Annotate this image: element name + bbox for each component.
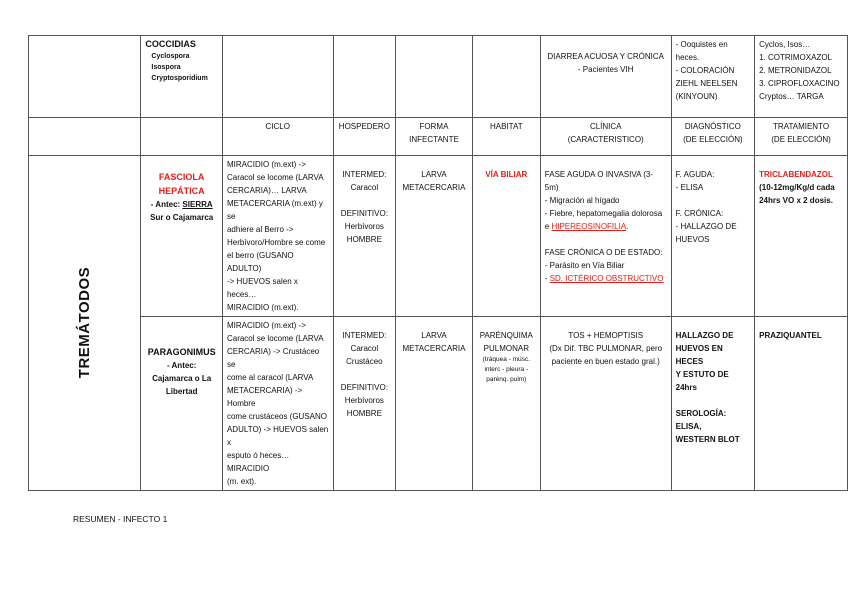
clinica-suffix: . [626, 222, 629, 231]
ciclo-line: come al caracol (LARVA [226, 373, 314, 382]
fasciola-row [29, 156, 848, 317]
hospedero-label: DEFINITIVO: [340, 383, 388, 392]
hospedero-value: Crustáceo [346, 357, 383, 366]
hospedero-value: Herbívoros [344, 222, 384, 231]
antec-line: Libertad [165, 387, 198, 396]
ciclo-line: el berro (GUSANO ADULTO) [226, 251, 294, 273]
diagnostico-line: - COLORACIÓN [675, 66, 735, 75]
habitat-detail: parénq. pulm) [486, 376, 527, 383]
clinica-title: FASE CRÓNICA O DE ESTADO: [544, 248, 663, 257]
ciclo-line: CERCARIA) -> Crustáceo se [226, 347, 320, 369]
blank-cell [29, 36, 141, 118]
blank-cell [141, 118, 223, 156]
hospedero-label: DEFINITIVO: [340, 209, 388, 218]
ciclo-line: Caracol se locome (LARVA [226, 173, 324, 182]
clinica-line: (Dx Dif. TBC PULMONAR, pero [549, 344, 663, 353]
blank-cell [222, 36, 333, 118]
clinica-line: DIARREA ACUOSA Y CRÓNICA [547, 52, 665, 61]
tratamiento-dose: (10-12mg/Kg/d cada [759, 183, 835, 192]
clinica-line: paciente en buen estado gral.) [551, 357, 660, 366]
hospedero-value: Caracol [350, 344, 379, 353]
diagnostico-line: SEROLOGÍA: ELISA, [675, 409, 727, 431]
paragonimus-forma [396, 317, 473, 491]
blank-cell [333, 36, 396, 118]
clinica-line: - Fiebre, hepatomegalia dolorosa [544, 209, 663, 218]
ciclo-line: (m. ext). [226, 477, 257, 486]
diagnostico-line: - Ooquistes en [675, 40, 728, 49]
header-line: (DE ELECCIÓN) [771, 135, 831, 144]
hospedero-label: INTERMED: [342, 331, 387, 340]
clinica-highlight: HIPEREOSINOFILIA [551, 222, 627, 231]
diagnostico-line: WESTERN BLOT [675, 435, 740, 444]
paragonimus-hospedero [333, 317, 396, 491]
tratamiento-line: 2. METRONIDAZOL [759, 66, 832, 75]
ciclo-line: adhiere al Berro -> [226, 225, 294, 234]
coccidias-clinica [540, 36, 671, 118]
coccidias-name-cell [141, 36, 223, 118]
antec-line: - Antec: [166, 361, 197, 370]
diagnostico-line: heces. [675, 53, 700, 62]
column-header-row [29, 118, 848, 156]
clinica-prefix: e [544, 222, 552, 231]
ciclo-line: Caracol se locome (LARVA [226, 334, 324, 343]
header-habitat: HABITAT [472, 118, 540, 156]
header-line: CLÍNICA [589, 122, 622, 131]
ciclo-line: ADULTO) -> HUEVOS salen x [226, 425, 329, 447]
header-forma [396, 118, 473, 156]
fasciola-tratamiento [755, 156, 848, 317]
hospedero-value: HOMBRE [346, 235, 382, 244]
paragonimus-tratamiento: PRAZIQUANTEL [755, 317, 848, 491]
diagnostico-line: HUEVOS EN HECES [675, 344, 723, 366]
ciclo-line: METACERCARIA (m.ext) y se [226, 199, 323, 221]
clinica-highlight: SD. ICTÉRICO OBSTRUCTIVO [549, 274, 664, 283]
tratamiento-line: 3. CIPROFLOXACINO [759, 79, 840, 88]
header-line: FORMA [419, 122, 449, 131]
side-label-cell [29, 156, 141, 491]
diagnostico-line: - ELISA [675, 183, 704, 192]
clinica-line: - Migración al hígado [544, 196, 620, 205]
paragonimus-row [29, 317, 848, 491]
tratamiento-line: 1. COTRIMOXAZOL [759, 53, 833, 62]
paragonimus-diagnostico [671, 317, 754, 491]
header-diagnostico [671, 118, 754, 156]
header-line: TRATAMIENTO [773, 122, 830, 131]
tratamiento-dose: 24hrs VO x 2 dosis. [759, 196, 833, 205]
clinica-prefix: - [544, 274, 550, 283]
fasciola-antec [145, 198, 218, 211]
forma-line: LARVA [421, 331, 447, 340]
parasite-name: FASCIOLA [158, 172, 205, 182]
diagnostico-line: - HALLAZGO DE [675, 222, 737, 231]
clinica-line: - Parásito en Vía Biliar [544, 261, 625, 270]
parasite-name: HEPÁTICA [158, 186, 205, 196]
paragonimus-ciclo [222, 317, 333, 491]
footer-text: RESUMEN - INFECTO 1 [73, 514, 168, 524]
hospedero-value: HOMBRE [346, 409, 382, 418]
parasite-summary-table [28, 35, 848, 491]
coccidias-title: COCCIDIAS [145, 39, 196, 49]
clinica-title: FASE AGUDA O INVASIVA (3-5m) [544, 170, 653, 192]
blank-cell [396, 36, 473, 118]
hospedero-value: Herbívoros [344, 396, 384, 405]
fasciola-hospedero [333, 156, 396, 317]
antec-line: Cajamarca o La [152, 374, 212, 383]
forma-line: LARVA [421, 170, 447, 179]
hospedero-label: INTERMED: [342, 170, 387, 179]
coccidias-item: Cryptosporidium [151, 75, 208, 82]
tratamiento-drug: TRICLABENDAZOL [759, 170, 833, 179]
antec-prefix: - Antec: [150, 200, 183, 209]
header-line: DIAGNÓSTICO [684, 122, 741, 131]
coccidias-item: Isospora [151, 64, 181, 71]
habitat-detail: (tráquea - músc. [482, 356, 530, 363]
blank-cell [29, 118, 141, 156]
clinica-line: TOS + HEMOPTISIS [568, 331, 644, 340]
ciclo-line: MIRACIDIO (m.ext) -> [226, 160, 306, 169]
ciclo-line: MIRACIDIO (m.ext). [226, 303, 299, 312]
habitat-detail: interc - pleura - [484, 366, 529, 373]
ciclo-line: -> HUEVOS salen x heces… [226, 277, 298, 299]
diagnostico-line: ZIEHL NEELSEN [675, 79, 738, 88]
diagnostico-line: HUEVOS [675, 235, 710, 244]
habitat-line: PARÉNQUIMA [479, 331, 533, 340]
paragonimus-clinica [540, 317, 671, 491]
coccidias-row [29, 36, 848, 118]
header-line: INFECTANTE [409, 135, 459, 144]
coccidias-tratamiento [755, 36, 848, 118]
fasciola-ciclo [222, 156, 333, 317]
header-hospedero: HOSPEDERO [333, 118, 396, 156]
diagnostico-line: Y ESTUTO DE 24hrs [675, 370, 729, 392]
header-clinica [540, 118, 671, 156]
tratamiento-line: Cryptos… TARGA [759, 92, 824, 101]
ciclo-line: esputo ó heces… MIRACIDIO [226, 451, 290, 473]
habitat-line: PULMONAR [483, 344, 529, 353]
diagnostico-line: F. CRÓNICA: [675, 209, 724, 218]
header-tratamiento [755, 118, 848, 156]
forma-line: METACERCARIA [402, 183, 466, 192]
forma-line: METACERCARIA [402, 344, 466, 353]
coccidias-item: Cyclospora [151, 53, 190, 60]
ciclo-line: MIRACIDIO (m.ext) -> [226, 321, 306, 330]
ciclo-line: Herbívoro/Hombre se come [226, 238, 326, 247]
fasciola-diagnostico [671, 156, 754, 317]
coccidias-diagnostico [671, 36, 754, 118]
ciclo-line: CERCARIA)… LARVA [226, 186, 307, 195]
antec-region: SIERRA [182, 200, 213, 209]
ciclo-line: come crustáceos (GUSANO [226, 412, 327, 421]
diagnostico-line: HALLAZGO DE [675, 331, 734, 340]
paragonimus-name-cell [141, 317, 223, 491]
diagnostico-line: F. AGUDA: [675, 170, 715, 179]
header-line: (DE ELECCIÓN) [683, 135, 743, 144]
fasciola-name-cell [141, 156, 223, 317]
parasite-name: PARAGONIMUS [147, 347, 216, 357]
fasciola-forma [396, 156, 473, 317]
fasciola-clinica [540, 156, 671, 317]
header-line: (CARACTERISTICO) [567, 135, 644, 144]
blank-cell [472, 36, 540, 118]
hospedero-value: Caracol [350, 183, 379, 192]
antec-rest: Sur o Cajamarca [150, 213, 214, 222]
tratamiento-line: Cyclos, Isos… [759, 40, 811, 49]
diagnostico-line: (KINYOUN) [675, 92, 718, 101]
clinica-line [545, 272, 667, 285]
header-ciclo: CICLO [222, 118, 333, 156]
clinica-line: - Pacientes VIH [577, 65, 634, 74]
side-label: TREMÁTODOS [76, 266, 94, 378]
fasciola-habitat: VÍA BILIAR [472, 156, 540, 317]
ciclo-line: METACERCARIA) -> Hombre [226, 386, 303, 408]
clinica-line [545, 220, 667, 233]
paragonimus-habitat [472, 317, 540, 491]
